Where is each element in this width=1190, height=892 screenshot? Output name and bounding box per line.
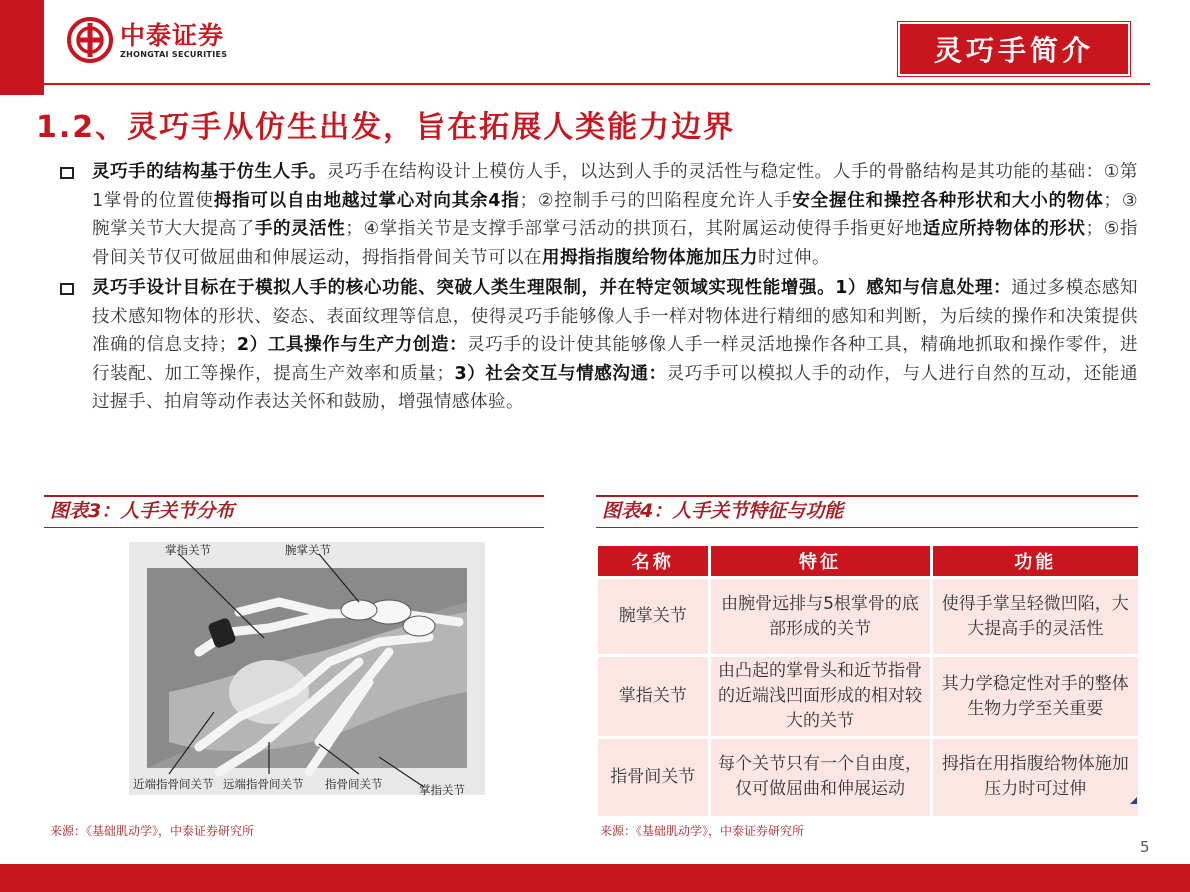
- cell-name: 掌指关节: [598, 656, 709, 738]
- figure4-title: 图表4：人手关节特征与功能: [602, 500, 844, 522]
- label-carpometacarpal: 腕掌关节: [285, 543, 331, 557]
- bullet-segment: 灵巧手可以模拟人手的动作，与人进行自然的互动，还能通过握手、拍肩等动作表达关怀和鼓励，增强情感体验。: [92, 363, 1138, 412]
- hand-skeleton-illustration: [129, 542, 485, 795]
- label-distal-interphalangeal: 远端指骨间关节: [223, 777, 304, 791]
- cell-feature: 由凸起的掌骨头和近节指骨的近端浅凹面形成的相对较大的关节: [709, 656, 931, 738]
- label-interphalangeal: 指骨间关节: [325, 777, 383, 791]
- figure3-title: 图表3：人手关节分布: [50, 500, 235, 522]
- cell-feature: 由腕骨远排与5根掌骨的底部形成的关节: [709, 578, 931, 656]
- bullet-bold-segment: 3）社会交互与情感沟通：: [454, 363, 667, 384]
- label-metacarpophalangeal-bottom: 掌指关节: [419, 783, 465, 797]
- cell-name: 腕掌关节: [598, 578, 709, 656]
- bullet-bold-segment: 安全握住和操控各种形状和大小的物体: [792, 190, 1104, 211]
- hand-xray-image: [129, 542, 485, 795]
- bullet-segment: 灵巧手在结构设计上模仿人手，以达到人手的灵活性与稳定性。人手的骨骼结构是其功能的基础：①第1掌骨的位置使: [92, 162, 1139, 211]
- bullet-item: [60, 274, 1138, 417]
- checkbox-square-icon: [60, 283, 74, 295]
- bullet-segment: 通过多模态感知技术感知物体的形状、姿态、表面纹理等信息，使得灵巧手能够像人手一样对物体进行精细的感知和判断，为后续的操作和决策提供准确的信息支持；: [92, 278, 1138, 355]
- bullet-bold-segment: 灵巧手的结构基于仿生人手。: [92, 162, 327, 182]
- bullet-bold-segment: 用拇指指腹给物体施加压力: [542, 247, 758, 268]
- bullet-bold-segment: 2）工具操作与生产力创造：: [236, 335, 468, 355]
- table-row: [598, 738, 1138, 816]
- bullet-list: [60, 158, 1138, 419]
- cell-function: 其力学稳定性对手的整体生物力学至关重要: [931, 656, 1138, 738]
- figure4-title-bar: [596, 495, 1138, 528]
- bullet-item: [60, 158, 1138, 272]
- table-corner-mark: [1130, 797, 1137, 804]
- header-feature: 特征: [709, 546, 931, 578]
- header-name: 名称: [598, 546, 709, 578]
- table-row: [598, 656, 1138, 738]
- bullet-bold-segment: 拇指可以自由地越过掌心对向其余4指: [213, 190, 520, 211]
- bullet-segment: ；⑤指骨间关节仅可做屈曲和伸展运动，拇指指骨间关节可以在: [92, 219, 1139, 268]
- bullet-segment: ；③腕掌关节大大提高了: [92, 190, 1139, 239]
- cell-feature: 每个关节只有一个自由度，仅可做屈曲和伸展运动: [709, 738, 931, 816]
- header-function: 功能: [931, 546, 1138, 578]
- header-divider: [44, 83, 1150, 85]
- header-accent-strip: [0, 0, 44, 95]
- cell-function: 使得手掌呈轻微凹陷，大大提高手的灵活性: [931, 578, 1138, 656]
- bullet-segment: ；④掌指关节是支撑手部掌弓活动的拱顶石，其附属运动使得手指更好地: [345, 219, 923, 239]
- joint-features-table: [598, 546, 1138, 816]
- checkbox-square-icon: [60, 167, 74, 179]
- bullet-segment: 灵巧手的设计使其能够像人手一样灵活地操作各种工具，精确地抓取和操作零件，进行装配、加工等操作，提高生产效率和质量；: [92, 335, 1138, 384]
- table-header-row: [598, 546, 1138, 578]
- label-metacarpophalangeal-top: 掌指关节: [165, 543, 211, 557]
- figure3-source: 来源：《基础肌动学》，中泰证券研究所: [50, 824, 255, 838]
- bullet-bold-segment: 适应所持物体的形状: [922, 219, 1086, 239]
- zhongtai-logo-icon: [66, 16, 114, 64]
- bullet-text: [92, 274, 1138, 417]
- footer-bar: [0, 864, 1190, 892]
- company-logo: [66, 16, 227, 64]
- brand-name-cn: 中泰证券: [120, 20, 225, 50]
- table-row: [598, 578, 1138, 656]
- page-number: 5: [1140, 838, 1150, 856]
- label-proximal-interphalangeal: 近端指骨间关节: [133, 777, 214, 791]
- page-title: 1.2、灵巧手从仿生出发，旨在拓展人类能力边界: [36, 110, 736, 145]
- figure4-source: 来源：《基础肌动学》，中泰证券研究所: [600, 824, 805, 838]
- cell-function: 拇指在用指腹给物体施加压力时可过伸: [931, 738, 1138, 816]
- cell-name: 指骨间关节: [598, 738, 709, 816]
- bullet-text: [92, 158, 1138, 272]
- figure3-title-bar: [44, 495, 544, 528]
- brand-name-en: ZHONGTAI SECURITIES: [120, 49, 228, 59]
- bullet-segment: 时过伸。: [758, 247, 830, 268]
- section-tag: 灵巧手简介: [898, 22, 1130, 76]
- bullet-segment: ；②控制手弓的凹陷程度允许人手: [519, 190, 793, 211]
- bullet-bold-segment: 手的灵活性: [254, 219, 346, 239]
- bullet-bold-segment: 灵巧手设计目标在于模拟人手的核心功能、突破人类生理限制，并在特定领域实现性能增强。1）感知与信息处理：: [92, 278, 1012, 298]
